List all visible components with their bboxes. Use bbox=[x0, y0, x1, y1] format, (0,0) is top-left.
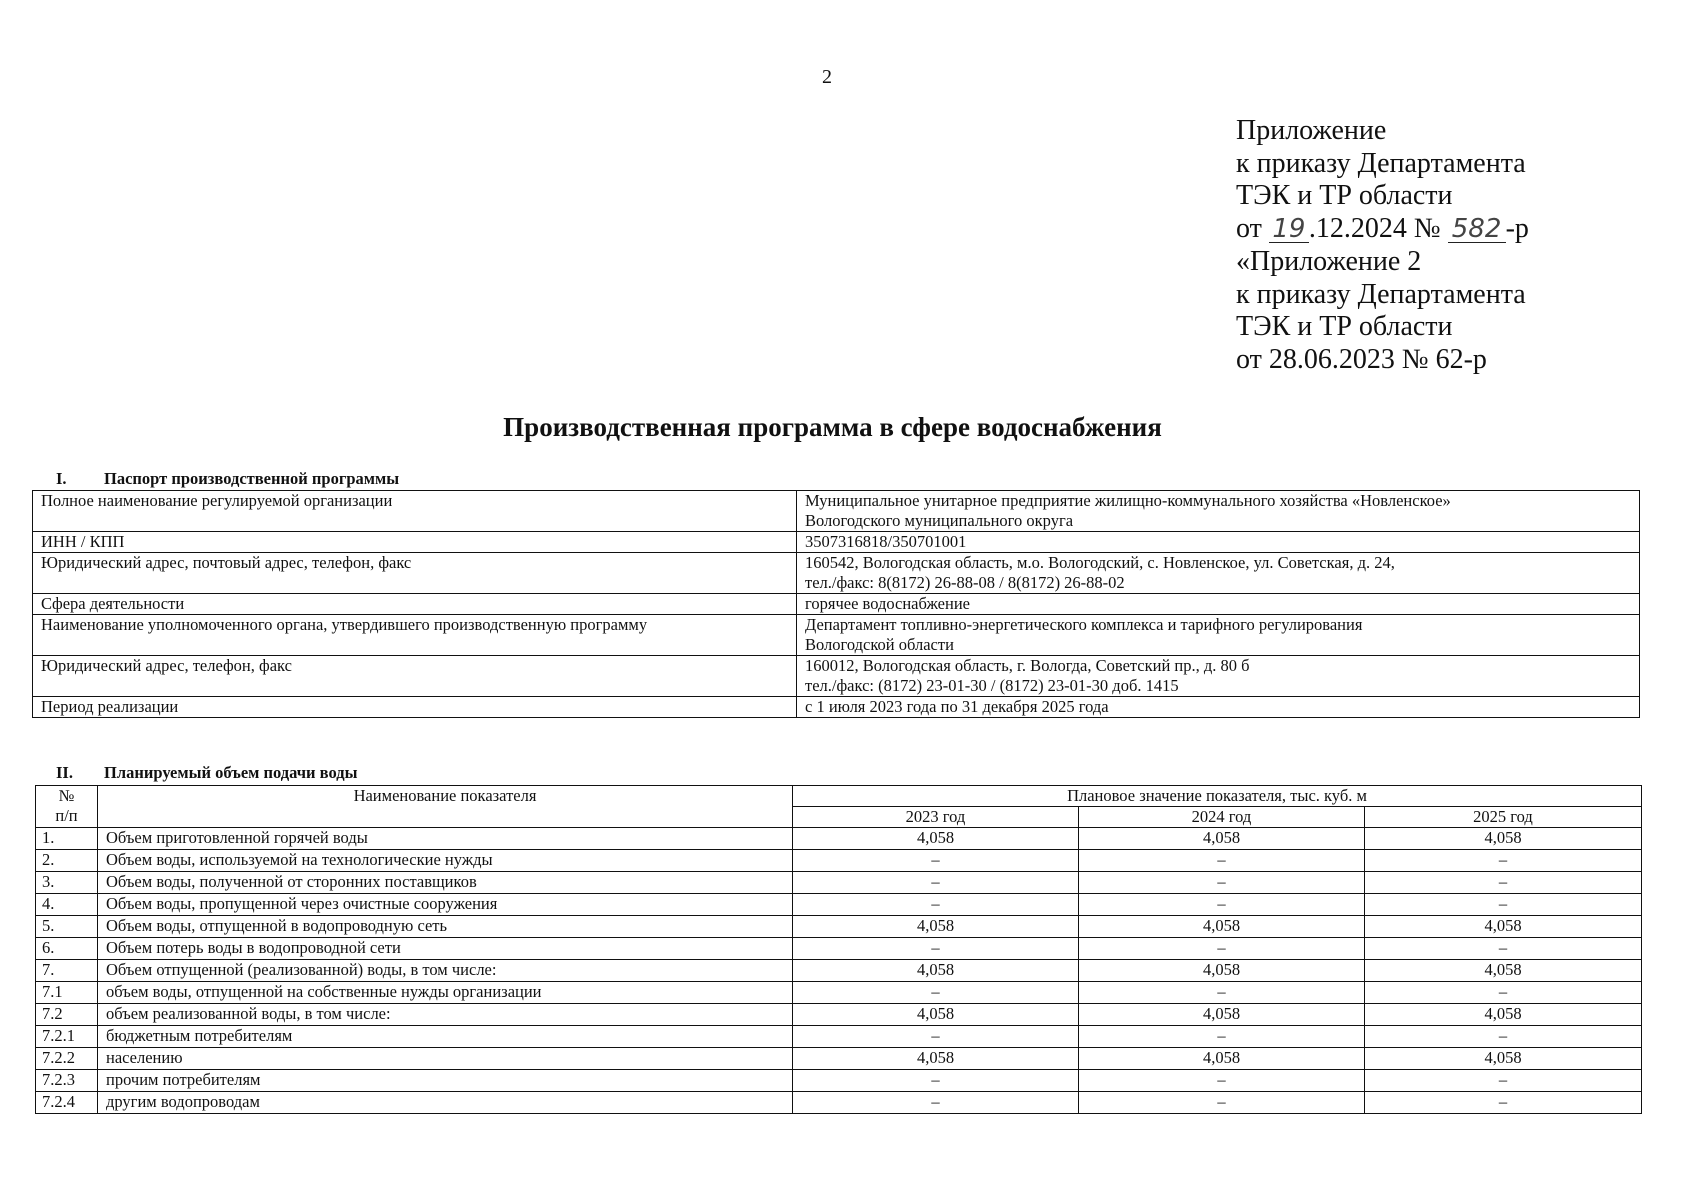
row-number: 3. bbox=[36, 872, 98, 894]
passport-label: Период реализации bbox=[33, 697, 797, 718]
appendix-block bbox=[1236, 115, 1529, 377]
col-header-number-line: № bbox=[58, 786, 75, 805]
row-indicator-name: Объем воды, полученной от сторонних поставщиков bbox=[98, 872, 793, 894]
row-number: 7.2.4 bbox=[36, 1092, 98, 1114]
row-value: – bbox=[1365, 1070, 1642, 1092]
passport-value-line: тел./факс: 8(8172) 26-88-08 / 8(8172) 26-88-02 bbox=[805, 573, 1125, 592]
passport-value bbox=[797, 553, 1640, 594]
row-indicator-name: объем реализованной воды, в том числе: bbox=[98, 1004, 793, 1026]
row-value: 4,058 bbox=[1079, 1048, 1365, 1070]
passport-value-line: 3507316818/350701001 bbox=[805, 532, 967, 551]
row-value: 4,058 bbox=[793, 916, 1079, 938]
appendix-line: ТЭК и ТР области bbox=[1236, 180, 1453, 212]
row-value: 4,058 bbox=[1079, 828, 1365, 850]
row-value: 4,058 bbox=[793, 828, 1079, 850]
appendix-line: от 28.06.2023 № 62-р bbox=[1236, 343, 1487, 375]
row-indicator-name: Объем воды, используемой на технологические нужды bbox=[98, 850, 793, 872]
table-row bbox=[36, 850, 1642, 872]
row-value: 4,058 bbox=[793, 960, 1079, 982]
table-row bbox=[36, 1070, 1642, 1092]
section-title: Планируемый объем подачи воды bbox=[104, 763, 358, 782]
col-header-year: 2024 год bbox=[1079, 807, 1365, 828]
section-heading-volume bbox=[32, 763, 358, 783]
handwritten-day: 19 bbox=[1269, 216, 1309, 243]
row-value: – bbox=[793, 982, 1079, 1004]
row-indicator-name: населению bbox=[98, 1048, 793, 1070]
row-indicator-name: Объем потерь воды в водопроводной сети bbox=[98, 938, 793, 960]
passport-value-line: Вологодской области bbox=[805, 635, 954, 654]
section-heading-passport bbox=[32, 469, 399, 489]
row-value: – bbox=[1079, 872, 1365, 894]
table-header-row bbox=[36, 786, 1642, 807]
row-value: 4,058 bbox=[1079, 916, 1365, 938]
row-number: 7.2.2 bbox=[36, 1048, 98, 1070]
appendix-order-date-line bbox=[1236, 213, 1529, 246]
col-header-number-line: п/п bbox=[55, 806, 78, 825]
row-indicator-name: Объем воды, отпущенной в водопроводную сеть bbox=[98, 916, 793, 938]
appendix-line: к приказу Департамента bbox=[1236, 147, 1526, 179]
table-row bbox=[36, 872, 1642, 894]
row-number: 7. bbox=[36, 960, 98, 982]
appendix-from-label: от bbox=[1236, 213, 1269, 245]
row-value: – bbox=[793, 850, 1079, 872]
row-number: 7.2.1 bbox=[36, 1026, 98, 1048]
passport-value bbox=[797, 656, 1640, 697]
handwritten-order-number: 582 bbox=[1448, 216, 1506, 243]
passport-value bbox=[797, 491, 1640, 532]
row-number: 7.2 bbox=[36, 1004, 98, 1026]
page-number: 2 bbox=[822, 66, 832, 88]
table-row bbox=[36, 894, 1642, 916]
row-value: 4,058 bbox=[1365, 828, 1642, 850]
table-row bbox=[36, 1026, 1642, 1048]
col-header-number bbox=[36, 786, 98, 828]
row-indicator-name: другим водопроводам bbox=[98, 1092, 793, 1114]
row-indicator-name: бюджетным потребителям bbox=[98, 1026, 793, 1048]
row-value: 4,058 bbox=[1079, 960, 1365, 982]
passport-value-line: тел./факс: (8172) 23-01-30 / (8172) 23-01-30 доб. 1415 bbox=[805, 676, 1179, 695]
document-title: Производственная программа в сфере водоснабжения bbox=[503, 412, 1162, 442]
section-title: Паспорт производственной программы bbox=[104, 469, 400, 488]
appendix-line: ТЭК и ТР области bbox=[1236, 311, 1453, 343]
table-row bbox=[36, 1004, 1642, 1026]
row-value: – bbox=[1365, 982, 1642, 1004]
row-value: – bbox=[1079, 938, 1365, 960]
passport-label: Юридический адрес, почтовый адрес, телефон, факс bbox=[33, 553, 797, 594]
row-indicator-name: Объем приготовленной горячей воды bbox=[98, 828, 793, 850]
row-value: – bbox=[1079, 1092, 1365, 1114]
table-row bbox=[33, 697, 1640, 718]
table-row bbox=[36, 1048, 1642, 1070]
row-value: – bbox=[1365, 938, 1642, 960]
table-row bbox=[33, 553, 1640, 594]
passport-value-line: 160012, Вологодская область, г. Вологда, Советский пр., д. 80 б bbox=[805, 656, 1250, 675]
row-value: – bbox=[793, 938, 1079, 960]
row-value: – bbox=[793, 872, 1079, 894]
passport-value-line: горячее водоснабжение bbox=[805, 594, 970, 613]
row-value: 4,058 bbox=[1365, 960, 1642, 982]
table-row bbox=[36, 1092, 1642, 1114]
row-indicator-name: Объем отпущенной (реализованной) воды, в том числе: bbox=[98, 960, 793, 982]
col-header-year: 2023 год bbox=[793, 807, 1079, 828]
table-row bbox=[36, 982, 1642, 1004]
row-value: – bbox=[1365, 850, 1642, 872]
passport-value bbox=[797, 615, 1640, 656]
section-number: I. bbox=[56, 469, 67, 488]
row-value: – bbox=[1365, 872, 1642, 894]
row-value: – bbox=[1365, 1092, 1642, 1114]
row-indicator-name: прочим потребителям bbox=[98, 1070, 793, 1092]
row-number: 5. bbox=[36, 916, 98, 938]
table-row bbox=[36, 916, 1642, 938]
row-number: 7.1 bbox=[36, 982, 98, 1004]
row-value: 4,058 bbox=[793, 1004, 1079, 1026]
col-header-plan: Плановое значение показателя, тыс. куб. м bbox=[793, 786, 1642, 807]
table-row bbox=[36, 938, 1642, 960]
col-header-year: 2025 год bbox=[1365, 807, 1642, 828]
passport-value bbox=[797, 532, 1640, 553]
table-row bbox=[33, 615, 1640, 656]
section-number: II. bbox=[56, 763, 73, 782]
row-value: 4,058 bbox=[1365, 1004, 1642, 1026]
row-number: 2. bbox=[36, 850, 98, 872]
row-indicator-name: Объем воды, пропущенной через очистные сооружения bbox=[98, 894, 793, 916]
table-row bbox=[36, 828, 1642, 850]
passport-value-line: Вологодского муниципального округа bbox=[805, 511, 1074, 530]
row-indicator-name: объем воды, отпущенной на собственные нужды организации bbox=[98, 982, 793, 1004]
passport-value-line: 160542, Вологодская область, м.о. Вологодский, с. Новленское, ул. Советская, д. 24, bbox=[805, 553, 1395, 572]
appendix-date-text: .12.2024 № bbox=[1308, 213, 1448, 245]
water-volume-table bbox=[35, 785, 1642, 1114]
passport-value-line: Департамент топливно-энергетического комплекса и тарифного регулирования bbox=[805, 615, 1363, 634]
col-header-name: Наименование показателя bbox=[98, 786, 793, 828]
passport-value bbox=[797, 594, 1640, 615]
passport-value bbox=[797, 697, 1640, 718]
passport-value-line: с 1 июля 2023 года по 31 декабря 2025 года bbox=[805, 697, 1109, 716]
table-row bbox=[33, 532, 1640, 553]
row-value: – bbox=[1365, 894, 1642, 916]
table-row bbox=[33, 656, 1640, 697]
appendix-line: к приказу Департамента bbox=[1236, 278, 1526, 310]
row-value: – bbox=[1365, 1026, 1642, 1048]
passport-label: Юридический адрес, телефон, факс bbox=[33, 656, 797, 697]
table-row bbox=[33, 594, 1640, 615]
row-value: – bbox=[1079, 894, 1365, 916]
row-value: – bbox=[1079, 982, 1365, 1004]
row-value: 4,058 bbox=[793, 1048, 1079, 1070]
passport-label: Полное наименование регулируемой организации bbox=[33, 491, 797, 532]
row-value: – bbox=[793, 894, 1079, 916]
row-value: 4,058 bbox=[1365, 916, 1642, 938]
row-value: – bbox=[1079, 850, 1365, 872]
passport-value-line: Муниципальное унитарное предприятие жилищно-коммунального хозяйства «Новленское» bbox=[805, 491, 1451, 510]
passport-label: Наименование уполномоченного органа, утвердившего производственную программу bbox=[33, 615, 797, 656]
row-value: 4,058 bbox=[1079, 1004, 1365, 1026]
row-number: 6. bbox=[36, 938, 98, 960]
appendix-order-suffix: -р bbox=[1505, 213, 1529, 245]
appendix-line: Приложение bbox=[1236, 115, 1387, 146]
passport-label: Сфера деятельности bbox=[33, 594, 797, 615]
row-number: 7.2.3 bbox=[36, 1070, 98, 1092]
row-value: – bbox=[793, 1026, 1079, 1048]
row-value: – bbox=[793, 1070, 1079, 1092]
passport-table bbox=[32, 490, 1640, 718]
row-value: – bbox=[1079, 1070, 1365, 1092]
passport-label: ИНН / КПП bbox=[33, 532, 797, 553]
table-row bbox=[33, 491, 1640, 532]
row-number: 1. bbox=[36, 828, 98, 850]
appendix-line: «Приложение 2 bbox=[1236, 245, 1422, 277]
row-value: – bbox=[793, 1092, 1079, 1114]
row-value: – bbox=[1079, 1026, 1365, 1048]
table-row bbox=[36, 960, 1642, 982]
row-number: 4. bbox=[36, 894, 98, 916]
row-value: 4,058 bbox=[1365, 1048, 1642, 1070]
